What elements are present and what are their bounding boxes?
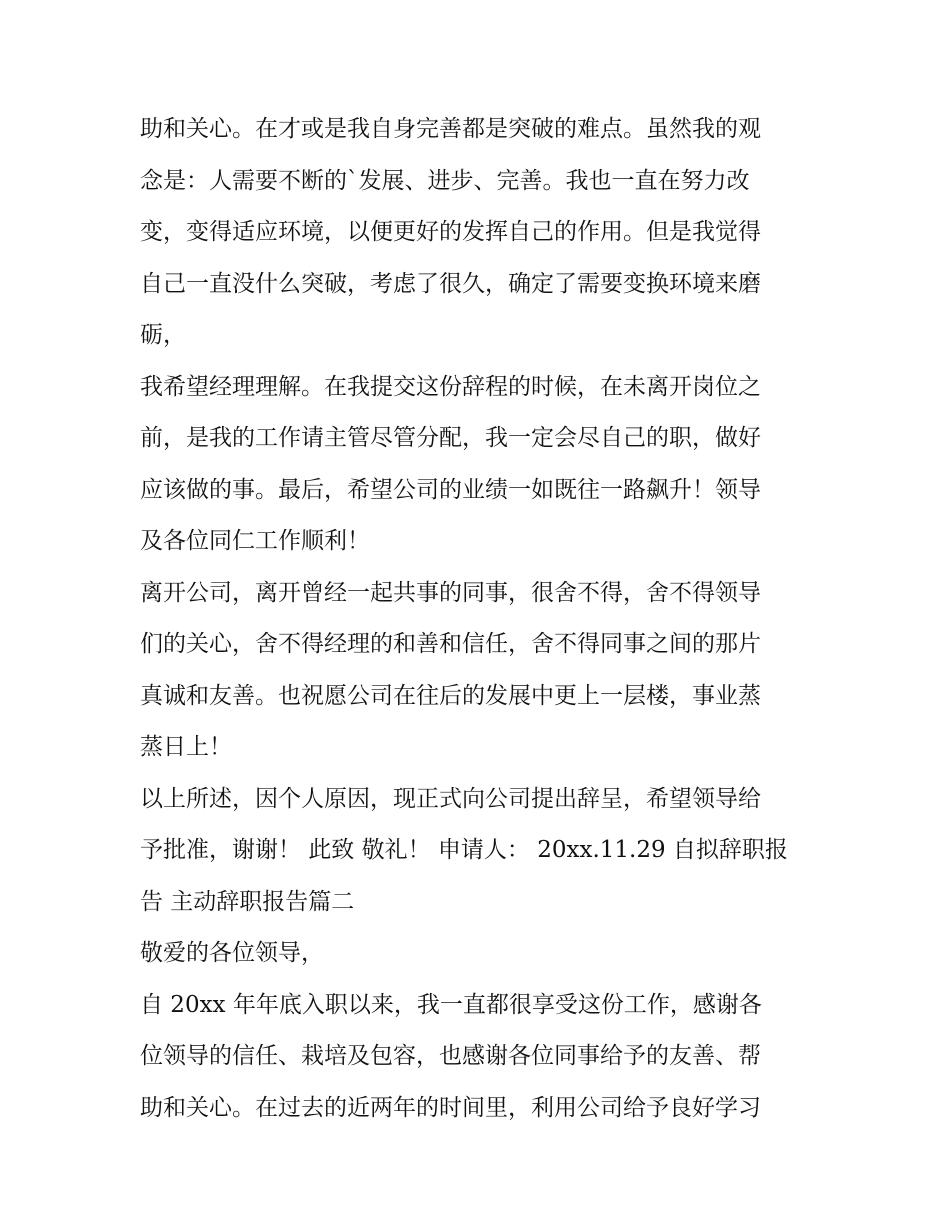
text-line: 念是：人需要不断的`发展、进步、完善。我也一直在努力改	[140, 167, 750, 194]
text-line: 助和关心。在过去的近两年的时间里，利用公司给予良好学习	[140, 1094, 761, 1121]
text-line: 们的关心，舍不得经理的和善和信任，舍不得同事之间的那片	[140, 631, 761, 657]
text-line: 砺，	[140, 322, 186, 348]
text-line: 敬爱的各位领导，	[140, 940, 324, 966]
text-line: 及各位同仁工作顺利！	[140, 528, 370, 554]
text-line: 蒸日上！	[140, 734, 232, 760]
text-line: 以上所述，因个人原因，现正式向公司提出辞呈，希望领导给	[140, 785, 761, 812]
text-line: 予批准，谢谢！ 此致 敬礼！ 申请人： 20xx.11.29 自拟辞职报	[140, 837, 788, 863]
text-line: 自 20xx 年年底入职以来，我一直都很享受这份工作，感谢各	[140, 991, 762, 1018]
text-line: 应该做的事。最后，希望公司的业绩一如既往一路飙升！领导	[140, 476, 761, 503]
text-line: 自己一直没什么突破，考虑了很久，确定了需要变换环境来磨	[140, 270, 761, 297]
text-line: 我希望经理理解。在我提交这份辞程的时候，在未离开岗位之	[140, 373, 761, 400]
text-line: 变，变得适应环境，以便更好的发挥自己的作用。但是我觉得	[140, 219, 761, 245]
text-line: 前，是我的工作请主管尽管分配，我一定会尽自己的职，做好	[140, 425, 761, 451]
text-line: 助和关心。在才或是我自身完善都是突破的难点。虽然我的观	[140, 116, 761, 142]
text-line: 位领导的信任、栽培及包容，也感谢各位同事给予的友善、帮	[140, 1043, 761, 1069]
document-body	[140, 104, 820, 1134]
text-line: 真诚和友善。也祝愿公司在往后的发展中更上一层楼，事业蒸	[140, 682, 761, 709]
text-line: 告 主动辞职报告篇二	[140, 888, 355, 915]
text-line: 离开公司，离开曾经一起共事的同事，很舍不得，舍不得领导	[140, 579, 761, 606]
